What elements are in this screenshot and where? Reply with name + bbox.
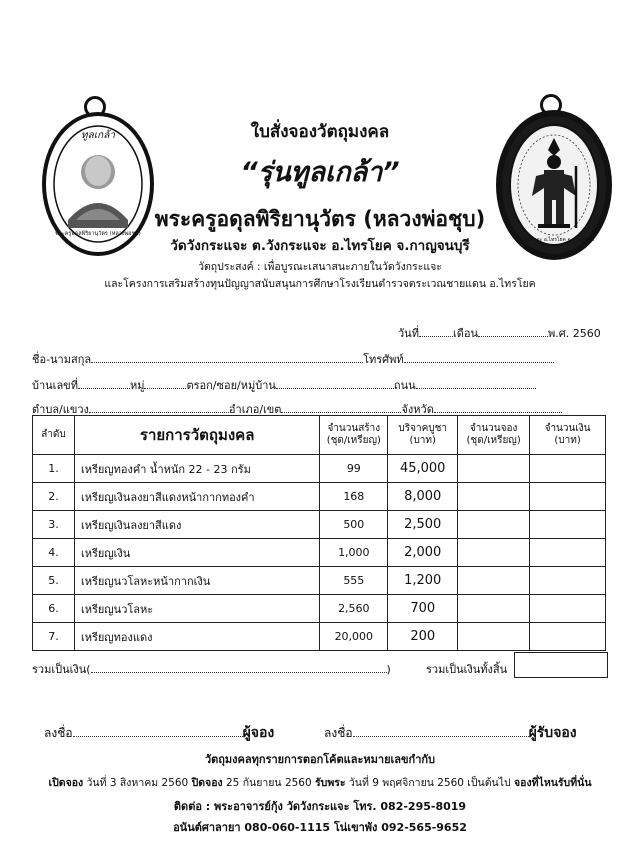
monk-name: พระครูอดุลพิริยานุวัตร (หลวงพ่อชุบ) (154, 207, 486, 231)
row-made: 99 (320, 455, 388, 483)
row-no: 3. (33, 511, 75, 539)
row-order-cell[interactable] (458, 483, 530, 511)
alley-label: ตรอก/ซอย/หมู่บ้าน (186, 379, 276, 392)
road-label: ถนน (393, 379, 416, 392)
temple-address: วัดวังกระแจะ ต.วังกระแจะ อ.ไทรโยค จ.กาญจนบุรี (170, 238, 470, 254)
subdistrict-label: ตำบล/แขวง (32, 403, 89, 416)
medal-left-bottom-text: พระครูอดุลพิริยานุวัตร (หลวงพ่อชุบ) (55, 231, 141, 237)
row-made: 168 (320, 483, 388, 511)
road-field[interactable] (416, 377, 536, 389)
row-amount-cell[interactable] (530, 567, 606, 595)
medal-right-text: วัดวังกระแจะ อ.ไทรโยค จ.กาญจนบุรี (513, 237, 595, 243)
medal-left-top-text: ทูลเกล้า (81, 130, 115, 141)
row-price: 8,000 (388, 483, 458, 511)
total-words-label: รวมเป็นเงิน( (32, 663, 91, 676)
receiver-label: ผู้รับจอง (528, 725, 577, 741)
row-item: เหรียญเงินลงยาสีแดงหน้ากากทองคำ (74, 483, 319, 511)
close-label: ปิดจอง (191, 777, 223, 789)
row-price: 2,000 (388, 539, 458, 567)
row-made: 500 (320, 511, 388, 539)
footer-contact-2: อนันต์ศาลายา 080-060-1115 โน่เขาพัง 092-565-9652 (173, 821, 467, 834)
row-no: 7. (33, 623, 75, 651)
receive-where: จองที่ไหนรับที่นั่น (514, 777, 592, 789)
table-row (33, 455, 606, 483)
table-header-row (33, 416, 606, 455)
district-field[interactable] (281, 401, 401, 413)
row-made: 2,560 (320, 595, 388, 623)
district-label: อำเภอ/เขต (228, 403, 282, 416)
contact-info: พระอาจารย์กุ้ง วัดวังกระแจะ โทร. 082-295-8019 (214, 800, 467, 813)
row-made: 1,000 (320, 539, 388, 567)
table-row (33, 539, 606, 567)
row-made: 20,000 (320, 623, 388, 651)
open-label: เปิดจอง (48, 777, 84, 789)
receiver-signature-line (324, 722, 577, 744)
row-item: เหรียญทองคำ น้ำหนัก 22 - 23 กรัม (74, 455, 319, 483)
form-title: ใบสั่งจองวัตถุมงคล (250, 122, 390, 142)
year-label: พ.ศ. 2560 (547, 327, 601, 340)
footer-note: วัตถุมงคลทุกรายการตอกโค้ตและหมายเลขกำกับ (204, 753, 436, 766)
header-order: จำนวนจอง (ชุด/เหรียญ) (458, 416, 530, 455)
house-field[interactable] (78, 377, 130, 389)
month-field[interactable] (478, 325, 548, 337)
province-field[interactable] (434, 401, 562, 413)
row-price: 2,500 (388, 511, 458, 539)
subdistrict-field[interactable] (89, 401, 229, 413)
receive-date: วันที่ 9 พฤศจิกายน 2560 เป็นต้นไป (348, 777, 511, 789)
header-made: จำนวนสร้าง (ชุด/เหรียญ) (320, 416, 388, 455)
row-no: 6. (33, 595, 75, 623)
day-label: วันที่ (398, 327, 419, 340)
phone-field[interactable] (404, 351, 554, 363)
total-words-close: ) (386, 663, 391, 676)
row-amount-cell[interactable] (530, 539, 606, 567)
header-donate: บริจาคบูชา (บาท) (388, 416, 458, 455)
row-order-cell[interactable] (458, 567, 530, 595)
house-label: บ้านเลขที่ (32, 379, 78, 392)
header-amount: จำนวนเงิน (บาท) (530, 416, 606, 455)
row-no: 1. (33, 455, 75, 483)
booker-signature-line (44, 722, 274, 744)
table-row (33, 567, 606, 595)
row-price: 200 (388, 623, 458, 651)
name-field[interactable] (91, 351, 363, 363)
purpose-line-2: และโครงการเสริมสร้างทุนปัญญาสนับสนุนการศึกษาโรงเรียนตำรวจตระเวณชายแดน อ.ไทรโยค (104, 278, 536, 290)
month-label: เดือน (452, 327, 478, 340)
total-words-line (32, 660, 391, 678)
row-order-cell[interactable] (458, 455, 530, 483)
alley-field[interactable] (276, 377, 394, 389)
row-no: 2. (33, 483, 75, 511)
booker-sign-label: ลงชื่อ (44, 726, 73, 740)
row-price: 45,000 (388, 455, 458, 483)
row-item: เหรียญทองแดง (74, 623, 319, 651)
receiver-sign-field[interactable] (353, 725, 529, 737)
date-line (398, 324, 601, 342)
open-date: วันที่ 3 สิงหาคม 2560 (86, 777, 189, 789)
name-line (32, 350, 554, 368)
close-date: 25 กันยายน 2560 (226, 777, 312, 789)
footer-schedule (0, 774, 640, 791)
row-price: 1,200 (388, 567, 458, 595)
booker-sign-field[interactable] (73, 725, 243, 737)
header-item: รายการวัตถุมงคล (74, 416, 319, 455)
row-item: เหรียญนวโลหะ (74, 595, 319, 623)
receive-label: รับพระ (315, 777, 346, 789)
row-no: 5. (33, 567, 75, 595)
total-all-box[interactable] (514, 652, 608, 678)
row-amount-cell[interactable] (530, 511, 606, 539)
row-amount-cell[interactable] (530, 483, 606, 511)
header-no: ลำดับ (33, 416, 75, 455)
moo-label: หมู่ (129, 379, 145, 392)
purpose-line-1: วัตถุประสงค์ : เพื่อบูรณะเสนาสนะภายในวัดวังกระแจะ (198, 261, 442, 273)
phone-label: โทรศัพท์ (363, 353, 404, 366)
total-all-label: รวมเป็นเงินทั้งสิ้น (426, 663, 508, 676)
series-name: “รุ่นทูลเกล้า” (240, 157, 400, 188)
items-table (32, 415, 606, 651)
moo-field[interactable] (144, 377, 186, 389)
row-order-cell[interactable] (458, 511, 530, 539)
row-item: เหรียญนวโลหะหน้ากากเงิน (74, 567, 319, 595)
footer-contact (0, 797, 640, 815)
row-amount-cell[interactable] (530, 455, 606, 483)
table-row (33, 483, 606, 511)
row-order-cell[interactable] (458, 595, 530, 623)
name-label: ชื่อ-นามสกุล (32, 353, 92, 366)
row-no: 4. (33, 539, 75, 567)
row-amount-cell[interactable] (530, 623, 606, 651)
address-line (32, 376, 536, 394)
row-price: 700 (388, 595, 458, 623)
row-made: 555 (320, 567, 388, 595)
total-words-field[interactable] (91, 661, 387, 673)
row-amount-cell[interactable] (530, 595, 606, 623)
row-order-cell[interactable] (458, 623, 530, 651)
table-row (33, 623, 606, 651)
table-row (33, 595, 606, 623)
receiver-sign-label: ลงชื่อ (324, 726, 353, 740)
row-item: เหรียญเงินลงยาสีแดง (74, 511, 319, 539)
day-field[interactable] (419, 325, 453, 337)
row-order-cell[interactable] (458, 539, 530, 567)
table-row (33, 511, 606, 539)
booker-label: ผู้จอง (242, 725, 275, 741)
contact-label: ติดต่อ : (173, 800, 211, 813)
row-item: เหรียญเงิน (74, 539, 319, 567)
province-label: จังหวัด (401, 403, 434, 416)
